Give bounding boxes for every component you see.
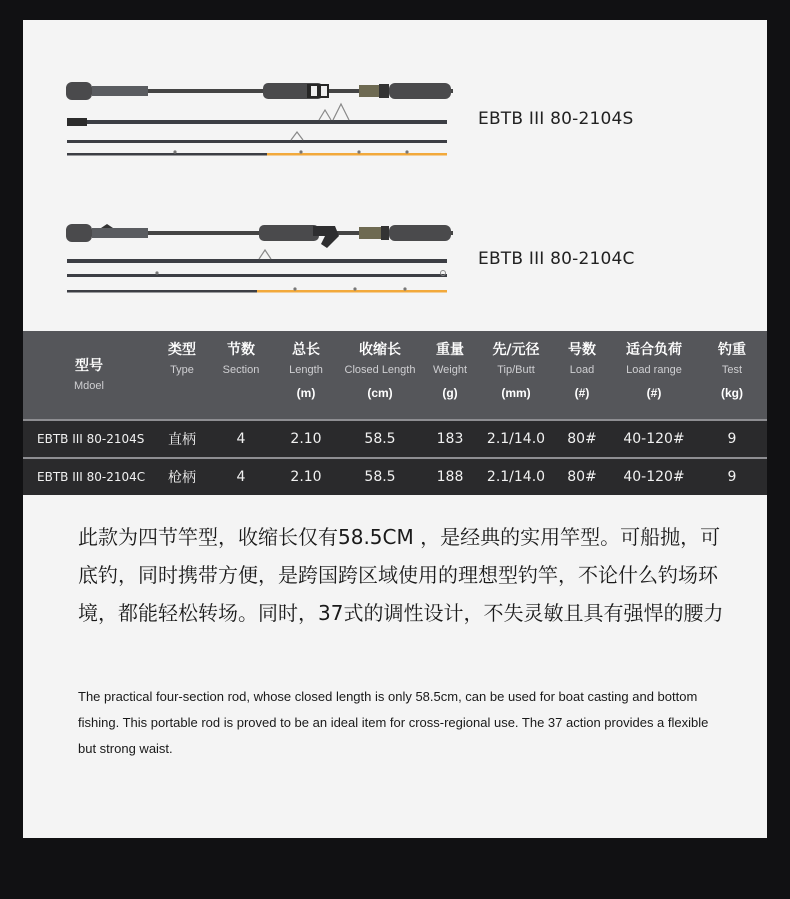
description-chinese: 此款为四节竿型，收缩长仅有58.5CM ，是经典的实用竿型。可船抛，可底钓，同时携带方便，是跨国跨区域使用的理想型钓竿，不论什么钓场环境，都能轻松转场。同时，37式的调性设计，不失灵敏且具有强悍的腰力 xyxy=(78,525,724,625)
cell-test: 9 xyxy=(697,420,767,458)
cell-test: 9 xyxy=(697,458,767,495)
cell-load: 80# xyxy=(553,420,611,458)
header-weight: 重量 Weight (g) xyxy=(421,331,479,420)
cell-closed-length: 58.5 xyxy=(339,458,421,495)
product-label-casting: EBTB III 80-2104C xyxy=(478,249,635,269)
header-model: 型号 Mdoel xyxy=(23,331,155,420)
cell-type: 枪柄 xyxy=(155,458,209,495)
product-panel xyxy=(23,20,767,838)
rod-image-spinning xyxy=(63,80,463,160)
cell-weight: 183 xyxy=(421,420,479,458)
cell-model: EBTB III 80-2104C xyxy=(23,458,155,495)
product-label-spinning: EBTB III 80-2104S xyxy=(478,109,634,129)
cell-type: 直柄 xyxy=(155,420,209,458)
cell-load-range: 40-120# xyxy=(611,420,697,458)
cell-weight: 188 xyxy=(421,458,479,495)
spec-table-header xyxy=(23,331,767,420)
header-section: 节数 Section xyxy=(209,331,273,420)
cell-model: EBTB III 80-2104S xyxy=(23,420,155,458)
table-row xyxy=(23,458,767,495)
cell-section: 4 xyxy=(209,420,273,458)
cell-length: 2.10 xyxy=(273,458,339,495)
header-test: 钓重 Test (kg) xyxy=(697,331,767,420)
cell-closed-length: 58.5 xyxy=(339,420,421,458)
rod-image-casting xyxy=(63,222,463,302)
table-row xyxy=(23,420,767,458)
header-tip-butt: 先/元径 Tip/Butt (mm) xyxy=(479,331,553,420)
header-type: 类型 Type xyxy=(155,331,209,420)
header-load: 号数 Load (#) xyxy=(553,331,611,420)
description-english: The practical four-section rod, whose closed length is only 58.5cm, can be used for boat casting and bottom fishing. This portable rod is proved to be an ideal item for cross-regional use. The 37 action provides a flexible but strong waist. xyxy=(78,689,709,756)
header-closed-length: 收缩长 Closed Length (cm) xyxy=(339,331,421,420)
cell-length: 2.10 xyxy=(273,420,339,458)
cell-load-range: 40-120# xyxy=(611,458,697,495)
cell-load: 80# xyxy=(553,458,611,495)
cell-tip-butt: 2.1/14.0 xyxy=(479,458,553,495)
cell-section: 4 xyxy=(209,458,273,495)
header-load-range: 适合负荷 Load range (#) xyxy=(611,331,697,420)
cell-tip-butt: 2.1/14.0 xyxy=(479,420,553,458)
spec-table xyxy=(23,331,767,495)
header-length: 总长 Length (m) xyxy=(273,331,339,420)
